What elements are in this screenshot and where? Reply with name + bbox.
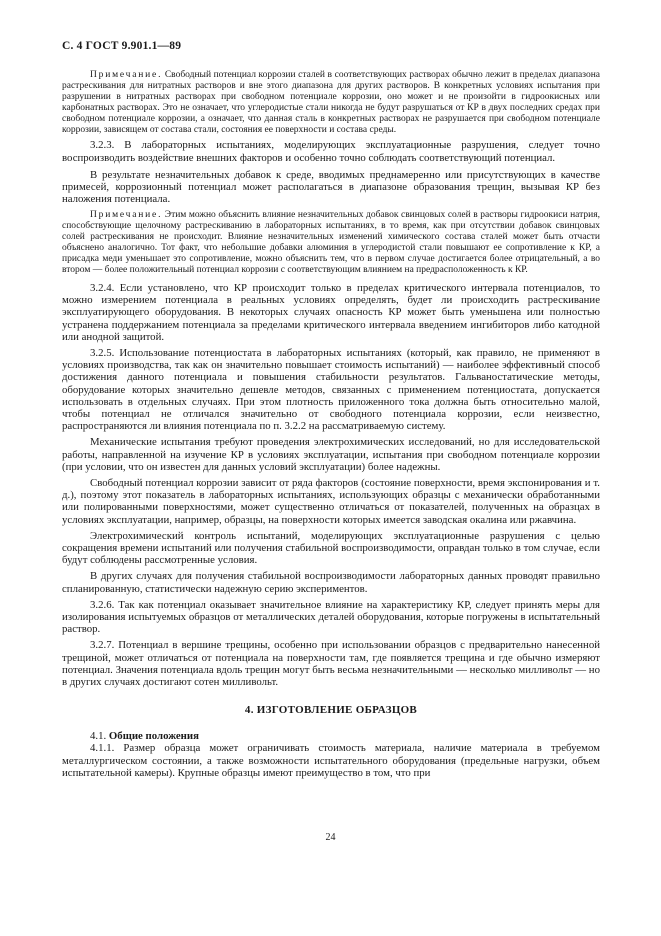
subsection-number: 4.1.: [90, 730, 107, 743]
note-1: [62, 70, 600, 135]
page-number: 24: [325, 832, 336, 843]
note-text: Этим можно объяснить влияние незначительных добавок свинцовых солей в растворы гидроокиси натрия, способствующие щелочному растрескиванию в лабораторных испытаниях, в то время, как при отсутствии добавок свинцовых солей растрескивания не происходит. Влияние незначительных изменений химического состава сталей может быть отчасти объяснено аналогично. Тот факт, что небольшие добавки алюминия в углеродистой стали повышают ее сопротивление к КР, а присадка меди уменьшает это сопротивление, можно объяснить тем, что в первом случае достигается более отрицательный, а во втором — более положительный потенциал коррозии с соответствующим влиянием на предрасположенность к КР.: [62, 210, 600, 275]
paragraph-3-2-7: 3.2.7. Потенциал в вершине трещины, особенно при использовании образцов с предварительно нанесенной трещиной, может отличаться от потенциала на поверхности там, где появляется трещина и где обычно измеряют потенциал. Значения потенциала вдоль трещин могут быть весьма незначительными — несколько милливольт — но в других случаях достигают сотен милливольт.: [62, 639, 600, 688]
paragraph-mechanical: Механические испытания требуют проведения электрохимических исследований, но для исследовательской работы, направленной на изучение КР в условиях эксплуатации, испытания при свободном потенциале коррозии (при условии, что он известен для данных условий эксплуатации) более надежны.: [62, 436, 600, 473]
section-title: 4. ИЗГОТОВЛЕНИЕ ОБРАЗЦОВ: [244, 704, 418, 717]
paragraph-3-2-3: 3.2.3. В лабораторных испытаниях, моделирующих эксплуатационные разрушения, следует точно воспроизводить воздействие внешних факторов и особенно точно соблюдать соответствующий потенциал.: [62, 139, 600, 164]
note-2: [62, 210, 600, 275]
paragraph-3-2-4: 3.2.4. Если установлено, что КР происходит только в пределах критического интервала потенциалов, то можно измерением потенциала в реальных условиях определять, будет ли происходить растрескивание эксплуатирующего оборудования. В некоторых случаях опасность КР может быть уменьшена или полностью устранена поддержанием потенциала за пределами критического интервала введением ингибиторов либо катодной или анодной защитой.: [62, 281, 600, 343]
page-content: [62, 70, 600, 779]
paragraph-3-2-5: 3.2.5. Использование потенциостата в лабораторных испытаниях (который, как правило, не применяют в условиях производства, так как он значительно повышает стоимость испытаний) — наиболее эффективный способ достижения данного потенциала и повышения стабильности результатов. Гальваностатические методы, оборудование которых значительно дешевле методов, связанных с применением потенциостата, допускается использовать в отдельных случаях. При этом плотность приложенного тока должна быть относительно малой, чтобы потенциал не отличался значительно от свободного потенциала коррозии, если неизвестно, распространяются ли влияния потенциала по п. 3.2.2 на рассматриваемую систему.: [62, 346, 600, 433]
subsection-title: Общие положения: [108, 730, 199, 743]
subsection-4-1: [62, 730, 600, 742]
paragraph-free-potential: Свободный потенциал коррозии зависит от ряда факторов (состояние поверхности, время экспонирования и т. д.), поэтому этот показатель в лабораторных испытаниях, использующих образцы с механически обработанными или полированными поверхностями, может существенно отличаться от показателей, полученных на образцах в условиях эксплуатации, например, образцы, на поверхности которых имеется заводская окалина или ржавчина.: [62, 476, 600, 526]
paragraph-other-cases: В других случаях для получения стабильной воспроизводимости лабораторных данных проводят правильно спланированную, статистически надежную серию экспериментов.: [62, 570, 600, 595]
note-label: Примечание.: [90, 210, 163, 221]
page-header: С. 4 ГОСТ 9.901.1—89: [62, 40, 182, 52]
note-label: Примечание.: [90, 70, 163, 80]
paragraph-electrochemical: Электрохимический контроль испытаний, моделирующих эксплуатационные разрушения с целью сокращения времени испытаний или получения стабильной воспроизводимости, оправдан только в том случае, если будут соблюдены рассмотренные условия.: [62, 529, 600, 567]
paragraph-4-1-1: 4.1.1. Размер образца может ограничивать стоимость материала, наличие материала в требуемом металлургическом состоянии, а также возможности испытательного оборудования (предельные нагрузки, объем испытательной камеры). Крупные образцы имеют преимущество в том, что при: [62, 742, 600, 779]
note-text: Свободный потенциал коррозии сталей в соответствующих растворах обычно лежит в пределах диапазона растрескивания для нитратных растворов и вне этого диапазона для других растворов. В конкретных условиях испытания при разрушении в нитратных растворах при свободном потенциале коррозии, оно может и не произойти в гидроокисных или карбонатных растворах. Это не означает, что углеродистые стали никогда не будут разрушаться от КР в двух последних средах при свободном потенциале коррозии, а означает, что данная сталь в конкретных растворах не разрушается при свободном потенциале коррозии, зависящем от состава стали, состояния ее поверхности и состава среды.: [62, 70, 600, 135]
paragraph-3-2-6: 3.2.6. Так как потенциал оказывает значительное влияние на характеристику КР, следует принять меры для изолирования испытуемых образцов от металлических деталей оборудования, которые погружены в испытательный раствор.: [62, 598, 600, 636]
paragraph-additives: В результате незначительных добавок к среде, вводимых преднамеренно или присутствующих в качестве примесей, коррозионный потенциал может располагаться в диапазоне образования трещин, вызывая КР без наложения потенциала.: [62, 168, 600, 206]
